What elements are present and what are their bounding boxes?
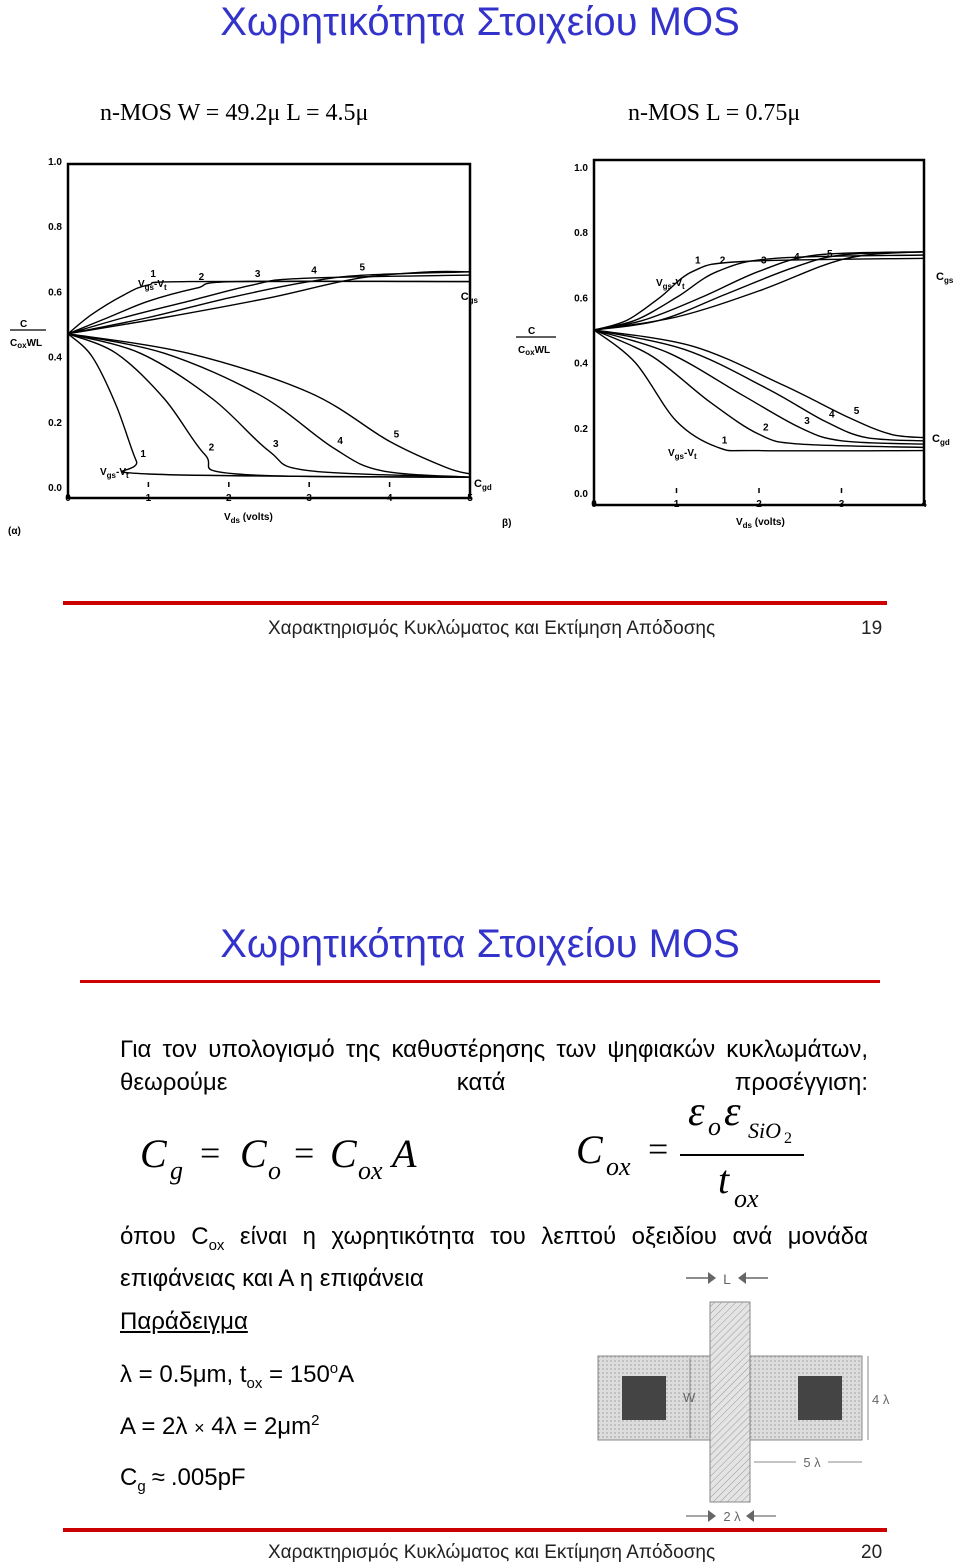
transistor-layout-diagram <box>590 1264 920 1534</box>
l-arrowhead-left <box>708 1272 716 1284</box>
ex2-mid: 4λ = 2μm <box>204 1413 312 1440</box>
eq1-c2: C <box>240 1131 267 1176</box>
slide2-footer-rule <box>63 1528 887 1532</box>
eq2-eq: = <box>648 1129 669 1169</box>
chart-a-ytick-label: 0.0 <box>48 483 62 494</box>
eq2-two: 2 <box>784 1130 792 1147</box>
chart-b-cgd-label-3: 3 <box>804 415 810 427</box>
chart-a-cgs-label: $C_{gs}$ <box>460 291 478 305</box>
chart-a-cgs-label-2: 2 <box>198 272 205 284</box>
chart-b-cgd-series-2 <box>594 330 924 447</box>
chart-b-ytick-label: 0.4 <box>574 358 588 370</box>
eq2-t: t <box>718 1157 730 1202</box>
chart-b-ytick-label: 1.0 <box>574 163 588 174</box>
right-chart-header: n-MOS L = 0.75μ <box>628 100 801 126</box>
chart-b-ytick-label: 0.2 <box>574 423 588 435</box>
chart-a-cgd-series-2 <box>68 334 470 477</box>
chart-a-xtick-label: 5 <box>467 493 473 504</box>
chart-a-vgs-top: $V_{gs}-V_t$ <box>138 279 167 292</box>
ex3-sub: g <box>137 1477 146 1495</box>
chart-b-ylabel-den: $C_{ox}WL$ <box>518 345 551 357</box>
slide1-footer-text: Χαρακτηρισμός Κυκλώματος και Εκτίμηση Απόδοσης <box>268 618 716 639</box>
two-lambda-arrowhead-right <box>746 1510 754 1522</box>
eq1-o: o <box>268 1156 281 1185</box>
chart-a-xlabel: $V_{ds}$ (volts) <box>224 512 273 525</box>
eq2-ox: ox <box>606 1152 631 1181</box>
ex1-post: A <box>338 1361 355 1388</box>
ex2-sup: 2 <box>311 1412 320 1429</box>
chart-b-frame <box>594 160 924 505</box>
equation-cox <box>576 1089 816 1220</box>
chart-b-cgs-label: $C_{gs}$ <box>936 271 954 285</box>
chart-b-cgd-label: $C_{gd}$ <box>932 433 950 447</box>
chart-a-cgs-label-1: 1 <box>150 268 156 280</box>
chart-b-cgs-series-5 <box>594 252 924 330</box>
eq2-c: C <box>576 1127 603 1172</box>
chart-b-vgs-top: $V_{gs}-V_t$ <box>656 278 685 291</box>
explain-sub: ox <box>208 1236 225 1254</box>
chart-a-cgd-label-3: 3 <box>273 439 279 451</box>
poly-gate <box>710 1302 750 1502</box>
chart-a-ylabel-num: C <box>20 319 28 330</box>
ex2-pre: A = 2λ <box>120 1413 195 1440</box>
chart-b-cgs-label-2: 2 <box>719 255 726 267</box>
slide2-footer-text: Χαρακτηρισμός Κυκλώματος και Εκτίμηση Απόδοσης <box>268 1542 716 1563</box>
eq1-c1: C <box>140 1131 167 1176</box>
chart-b-cgd-label-2: 2 <box>763 422 769 434</box>
eq2-eps2: ε <box>724 1089 741 1135</box>
eq1-g: g <box>170 1156 183 1185</box>
eq2-eps1: ε <box>688 1089 705 1135</box>
chart-a-cgd-label-1: 1 <box>140 448 146 460</box>
eq2-sio: SiO <box>748 1118 781 1143</box>
chart-b-cgs-series-1 <box>594 258 924 330</box>
eq2-tox: ox <box>734 1184 759 1213</box>
intro-text: Για τον υπολογισμό της καθυστέρησης των ψηφιακών κυκλωμάτων, θεωρούμε κατά προσέγγιση: <box>120 1036 868 1096</box>
ex3-post: .005pF <box>170 1464 246 1491</box>
chart-b-xtick-label: 3 <box>838 499 845 510</box>
equation-cg <box>140 1130 440 1190</box>
chart-b-cgd-label-4: 4 <box>829 409 835 421</box>
explain-post: είναι η χωρητικότητα του λεπτού οξειδίου ανά μονάδα επιφάνειας και Α η επιφάνεια <box>120 1223 868 1292</box>
chart-a-ytick-label: 0.8 <box>48 222 62 234</box>
chart-a-ylabel-den: $C_{ox}WL$ <box>10 338 43 350</box>
chart-b-xtick-label: 1 <box>673 499 680 510</box>
chart-b-xtick-label: 4 <box>921 499 927 510</box>
label-5-lambda: 5 λ <box>803 1455 821 1470</box>
example-line-1 <box>120 1360 354 1392</box>
chart-b-ytick-label: 0.6 <box>574 293 588 305</box>
intro-line-1 <box>120 1033 868 1099</box>
two-lambda-arrowhead-left <box>708 1510 716 1522</box>
chart-a-xtick-label: 3 <box>306 493 312 504</box>
eq2-fraction-bar <box>680 1154 804 1156</box>
eq2-o: o <box>708 1112 721 1141</box>
ex3-pre: C <box>120 1464 138 1491</box>
chart-b-cgd-label-1: 1 <box>721 435 728 447</box>
chart-b-cgd-label-5: 5 <box>853 406 860 418</box>
slide1-page-number: 19 <box>861 618 883 639</box>
eq1-a: A <box>392 1131 417 1176</box>
eq1-eq2: = <box>294 1133 315 1173</box>
slide2-title-rule <box>80 980 880 983</box>
chart-a-cgs-label-3: 3 <box>254 268 261 280</box>
chart-a-cgs-label-4: 4 <box>311 265 317 277</box>
ex1-mid: = 150 <box>262 1361 330 1388</box>
chart-a-xtick-label: 2 <box>226 493 232 504</box>
chart-a-vgs-bottom: $V_{gs}-V_t$ <box>100 467 129 480</box>
eq1-eq1: = <box>200 1133 221 1173</box>
chart-b-cgs-label-3: 3 <box>761 255 767 267</box>
chart-b-cgs-label-4: 4 <box>794 252 800 264</box>
chart-b-ytick-label: 0.0 <box>574 489 588 500</box>
chart-a-ytick-label: 0.2 <box>48 417 62 429</box>
example-line-2 <box>120 1412 319 1441</box>
chart-a-ytick-label: 1.0 <box>48 157 62 168</box>
slide1-footer-rule <box>63 601 887 605</box>
left-chart-header: n-MOS W = 49.2μ L = 4.5μ <box>100 100 369 126</box>
chart-b-xlabel: $V_{ds}$ (volts) <box>736 517 785 530</box>
chart-a-ytick-label: 0.4 <box>48 352 62 364</box>
chart-b-ylabel-num: C <box>528 326 536 337</box>
chart-a-cgd-label-5: 5 <box>393 429 400 441</box>
slide2-title: Χωρητικότητα Στοιχείου MOS <box>220 922 740 966</box>
chart-a-cgd-series-1 <box>68 334 470 477</box>
label-w: W <box>683 1390 696 1405</box>
chart-a-xtick-label: 4 <box>386 493 393 504</box>
chart-a-cgd-series-5 <box>68 334 470 474</box>
chart-a-cgd-label: $C_{gd}$ <box>474 478 492 492</box>
chart-a-cgd-series-4 <box>68 334 470 477</box>
eq1-c3: C <box>330 1131 357 1176</box>
chart-b-ytick-label: 0.8 <box>574 228 588 240</box>
explain-pre: όπου C <box>120 1223 209 1250</box>
chart-b-cgs-label-5: 5 <box>827 248 833 260</box>
chart-b-xtick-label: 0 <box>591 499 597 510</box>
label-2-lambda: 2 λ <box>723 1509 741 1524</box>
chart-b-vgs-bottom: $V_{gs}-V_t$ <box>668 448 697 461</box>
ex1-pre: λ = 0.5μm, t <box>120 1361 247 1388</box>
chart-a-cgd-label-2: 2 <box>208 442 215 454</box>
chart-b-cgd-series-3 <box>594 330 924 447</box>
contact-right <box>798 1376 842 1420</box>
chart-a-ytick-label: 0.6 <box>48 287 62 299</box>
slide1-title: Χωρητικότητα Στοιχείου MOS <box>220 0 740 44</box>
ex2-times: × <box>194 1418 205 1438</box>
slide2-page-number: 20 <box>861 1542 883 1563</box>
chart-a-cgs-series-3 <box>68 275 470 334</box>
chart-a-cgs-label-5: 5 <box>359 262 366 274</box>
chart-b-cgd-series-1 <box>594 330 924 451</box>
ex1-sub: ox <box>246 1374 263 1392</box>
chart-a-cgd-label-4: 4 <box>337 435 343 447</box>
chart-b-xtick-label: 2 <box>756 499 762 510</box>
chart-b-cgs-label-1: 1 <box>695 255 701 267</box>
chart-a-cgd-series-3 <box>68 334 470 477</box>
ex1-sup: o <box>329 1360 339 1377</box>
chart-a-panel-label: (α) <box>8 526 21 537</box>
chart-a-frame <box>68 164 470 498</box>
chart-b <box>490 150 960 545</box>
l-arrowhead-right <box>738 1272 746 1284</box>
label-l: L <box>723 1271 731 1287</box>
example-heading: Παράδειγμα <box>120 1308 248 1335</box>
example-line-3 <box>120 1464 246 1495</box>
ex3-approx: ≈ <box>151 1464 165 1491</box>
label-4-lambda: 4 λ <box>872 1392 890 1407</box>
chart-b-panel-label: β) <box>502 518 512 529</box>
contact-left <box>622 1376 666 1420</box>
chart-a <box>0 150 492 545</box>
chart-b-cgd-series-4 <box>594 330 924 441</box>
chart-b-cgs-series-2 <box>594 255 924 330</box>
chart-a-xtick-label: 1 <box>145 493 152 504</box>
chart-a-xtick-label: 0 <box>65 493 71 504</box>
eq1-ox: ox <box>358 1156 383 1185</box>
